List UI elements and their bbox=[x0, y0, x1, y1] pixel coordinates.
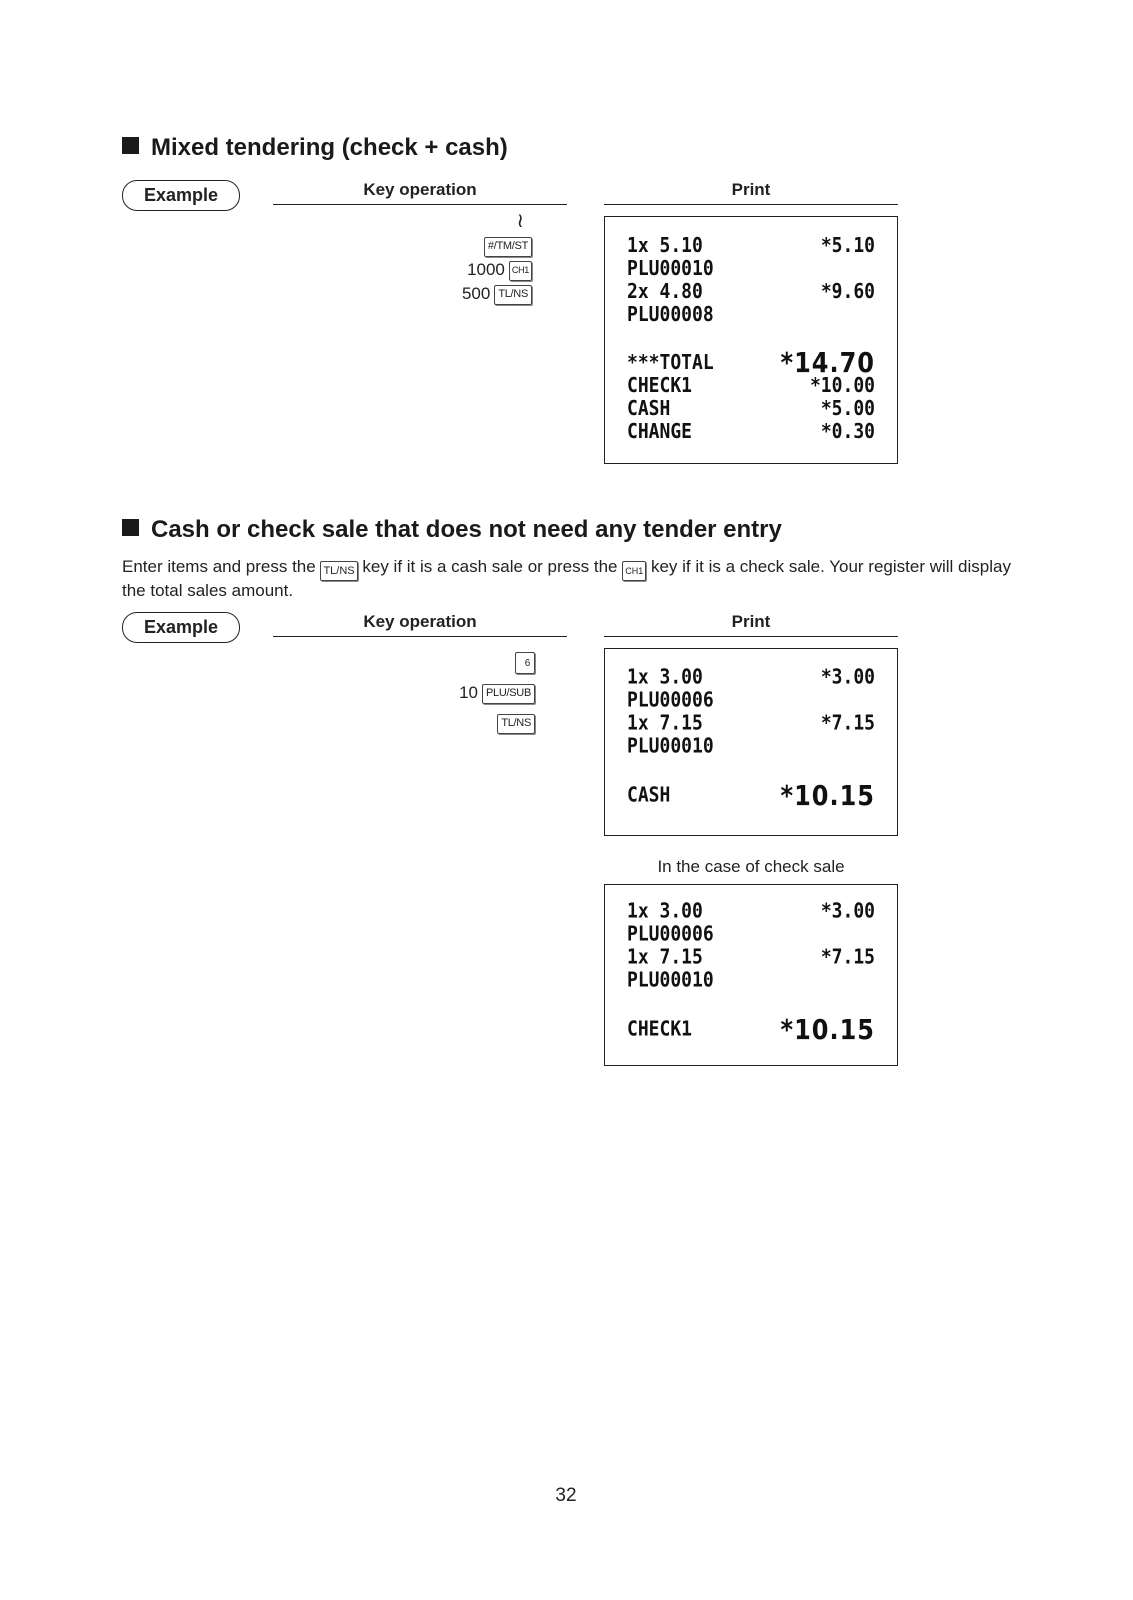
inline-key-ch1: CH1 bbox=[622, 561, 646, 581]
receipt-line: 2x 4.80 *9.60 bbox=[627, 279, 875, 304]
receipt-line: 1x 5.10 *5.10 bbox=[627, 233, 875, 258]
key-tl-ns: TL/NS bbox=[494, 285, 532, 305]
check-sale-caption: In the case of check sale bbox=[657, 857, 845, 876]
key-plu-sub: PLU/SUB bbox=[482, 684, 535, 704]
key-ch1: CH1 bbox=[509, 261, 532, 281]
receipt-line: 1x 3.00 *3.00 bbox=[627, 899, 875, 924]
receipt-total-line: ***TOTAL *14.70 bbox=[627, 346, 875, 380]
key-amount: 1000 bbox=[467, 260, 505, 279]
receipt-check-sale bbox=[604, 884, 898, 1066]
key-tl-ns: TL/NS bbox=[497, 714, 535, 734]
receipt-line: PLU00008 bbox=[627, 302, 714, 327]
square-bullet-icon bbox=[122, 137, 139, 154]
inline-key-tl-ns: TL/NS bbox=[320, 561, 357, 581]
receipt-line: PLU00010 bbox=[627, 734, 714, 759]
key-line bbox=[380, 678, 535, 708]
section-description: Enter items and press the TL/NS key if it is a cash sale or press the CH1 key if it is a check sale. Your register will display the total sales amount. bbox=[122, 557, 1011, 600]
receipt-line: 1x 3.00 *3.00 bbox=[627, 665, 875, 690]
example-label: Example bbox=[122, 612, 240, 643]
key-line bbox=[380, 210, 532, 234]
receipt-line: PLU00010 bbox=[627, 256, 714, 281]
section-title-no-tender-entry: Cash or check sale that does not need any tender entry bbox=[122, 516, 782, 544]
page-number: 32 bbox=[555, 1485, 577, 1506]
key-operations bbox=[380, 210, 532, 306]
key-operation-header: Key operation bbox=[273, 612, 567, 637]
key-digit-6: 6 bbox=[515, 652, 535, 674]
print-header: Print bbox=[604, 612, 898, 637]
receipt-total-line: CHECK1 *10.15 bbox=[627, 1013, 875, 1047]
continuation-squiggle-icon: ≀ bbox=[516, 210, 524, 232]
key-operation-header: Key operation bbox=[273, 180, 567, 205]
receipt-line: PLU00010 bbox=[627, 968, 714, 993]
print-header: Print bbox=[604, 180, 898, 205]
key-amount: 10 bbox=[459, 683, 479, 702]
key-line bbox=[380, 282, 532, 306]
receipt-cash-sale bbox=[604, 648, 898, 836]
key-line bbox=[380, 258, 532, 282]
section-title-mixed-tendering: Mixed tendering (check + cash) bbox=[122, 134, 508, 162]
receipt-line: PLU00006 bbox=[627, 922, 714, 947]
key-operations bbox=[380, 650, 535, 738]
key-line bbox=[380, 650, 535, 678]
receipt-line: PLU00006 bbox=[627, 688, 714, 713]
key-tm-st: #/TM/ST bbox=[484, 237, 532, 257]
example-label: Example bbox=[122, 180, 240, 211]
receipt-mixed-tendering bbox=[604, 216, 898, 464]
key-amount: 500 bbox=[461, 284, 491, 303]
receipt-line: CHANGE *0.30 bbox=[627, 419, 875, 444]
receipt-line: 1x 7.15 *7.15 bbox=[627, 711, 875, 736]
key-line bbox=[380, 708, 535, 738]
square-bullet-icon bbox=[122, 519, 139, 536]
receipt-line: CASH *5.00 bbox=[627, 396, 875, 421]
receipt-total-line: CASH *10.15 bbox=[627, 779, 875, 813]
receipt-line: 1x 7.15 *7.15 bbox=[627, 945, 875, 970]
key-line bbox=[380, 234, 532, 258]
receipt-line: CHECK1 *10.00 bbox=[627, 373, 875, 398]
